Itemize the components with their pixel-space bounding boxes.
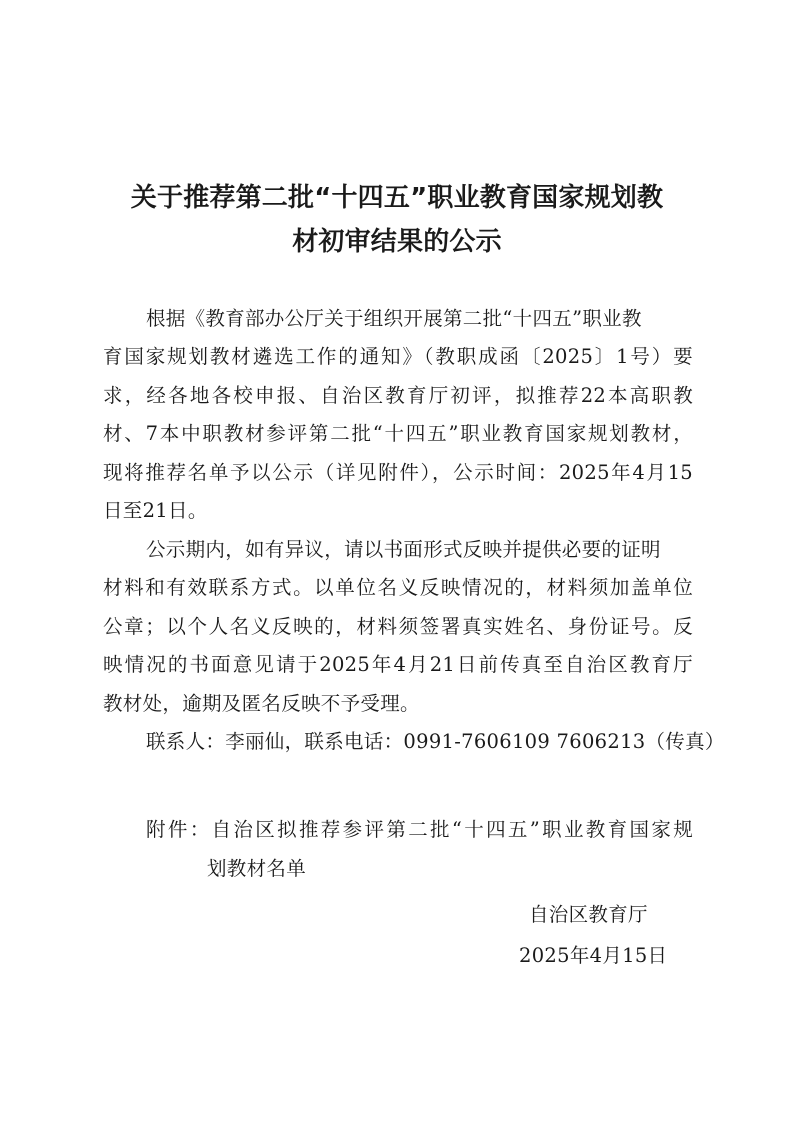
attachment-line-1: 附件：自治区拟推荐参评第二批“十四五”职业教育国家规 xyxy=(146,818,693,841)
signature-date: 2025年4月15日 xyxy=(519,944,668,967)
paragraph-1-line-1: 根据《教育部办公厅关于组织开展第二批“十四五”职业教 xyxy=(146,307,642,330)
paragraph-2-line-1: 公示期内，如有异议，请以书面形式反映并提供必要的证明 xyxy=(146,538,661,561)
attachment-line-2: 划教材名单 xyxy=(207,857,307,880)
paragraph-1-line-6: 日至21日。 xyxy=(103,499,208,522)
paragraph-1-line-3: 求，经各地各校申报、自治区教育厅初评，拟推荐22本高职教 xyxy=(103,384,693,407)
paragraph-2-line-5: 教材处，逾期及匿名反映不予受理。 xyxy=(103,692,420,715)
paragraph-1-line-2: 育国家规划教材遴选工作的通知》（教职成函〔2025〕1号）要 xyxy=(103,345,693,368)
signature-organization: 自治区教育厅 xyxy=(529,903,648,926)
title-line-1: 关于推荐第二批“十四五”职业教育国家规划教 xyxy=(130,183,664,213)
paragraph-2-line-2: 材料和有效联系方式。以单位名义反映情况的，材料须加盖单位 xyxy=(103,576,693,599)
page-title xyxy=(96,176,698,264)
paragraph-2-line-4: 映情况的书面意见请于2025年4月21日前传真至自治区教育厅 xyxy=(103,653,693,676)
paragraph-2-line-3: 公章；以个人名义反映的，材料须签署真实姓名、身份证号。反 xyxy=(103,615,693,638)
paragraph-1-line-4: 材、7本中职教材参评第二批“十四五”职业教育国家规划教材， xyxy=(103,422,693,445)
paragraph-1-line-5: 现将推荐名单予以公示（详见附件），公示时间：2025年4月15 xyxy=(103,461,693,484)
contact-line: 联系人：李丽仙，联系电话：0991-7606109 7606213（传真） xyxy=(146,730,725,753)
title-line-2: 材初审结果的公示 xyxy=(292,227,502,257)
